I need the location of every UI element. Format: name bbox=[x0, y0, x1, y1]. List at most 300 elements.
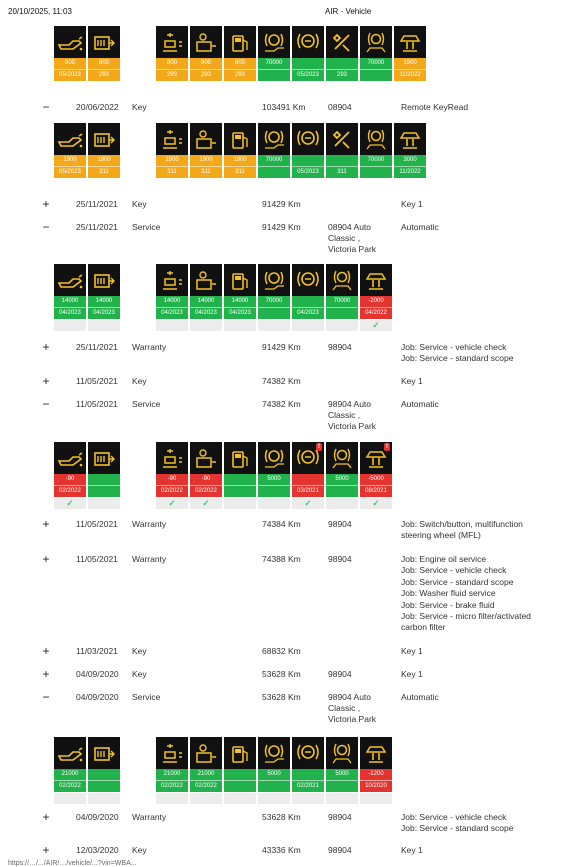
expand-button[interactable]: + bbox=[42, 197, 50, 211]
tile-remaining-value: 70000 bbox=[258, 155, 290, 166]
service-tile bbox=[394, 123, 426, 178]
tile-remaining-value bbox=[88, 474, 120, 485]
expand-button[interactable]: + bbox=[42, 374, 50, 388]
service-tile bbox=[190, 26, 222, 81]
done-check bbox=[224, 497, 256, 509]
vehicle-check-icon bbox=[326, 26, 358, 58]
tile-remaining-value: 5000 bbox=[326, 769, 358, 780]
service-tile bbox=[258, 123, 290, 178]
expand-button[interactable]: + bbox=[42, 552, 50, 566]
tile-due-value: 293 bbox=[224, 69, 256, 81]
tile-remaining-value: -2000 bbox=[360, 296, 392, 307]
tile-remaining-value: 5000 bbox=[258, 769, 290, 780]
row-type: Service bbox=[132, 399, 161, 409]
tile-remaining-value: 1900 bbox=[394, 58, 426, 69]
row-date: 04/09/2020 bbox=[76, 812, 119, 822]
brake-front-icon bbox=[258, 264, 290, 296]
done-check: ✓ bbox=[360, 497, 392, 509]
tile-remaining-value: 1900 bbox=[156, 155, 188, 166]
done-check bbox=[88, 319, 120, 331]
tile-remaining-value: 70000 bbox=[360, 155, 392, 166]
microfilter-icon bbox=[88, 26, 120, 58]
service-tile bbox=[224, 442, 256, 509]
row-mileage: 53628 Km bbox=[262, 812, 301, 822]
tile-due-value: 293 bbox=[326, 69, 358, 81]
tile-remaining-value: 1900 bbox=[224, 155, 256, 166]
service-tile bbox=[156, 442, 188, 509]
row-date: 11/03/2021 bbox=[76, 646, 118, 656]
row-mileage: 53628 Km bbox=[262, 692, 301, 702]
dealer-line: 08904 Auto bbox=[328, 222, 372, 232]
tile-due-value: 11/2022 bbox=[394, 166, 426, 178]
service-tile bbox=[326, 26, 358, 81]
service-tile bbox=[292, 123, 324, 178]
tile-due-value: 11/2022 bbox=[394, 69, 426, 81]
description-line: Job: Engine oil service bbox=[401, 554, 487, 564]
spark-plug-icon bbox=[156, 737, 188, 769]
tile-due-value bbox=[224, 485, 256, 497]
dealer-line: Classic , bbox=[328, 410, 361, 420]
row-dealer bbox=[328, 399, 376, 432]
tile-due-value: 04/2022 bbox=[360, 307, 392, 319]
expand-button[interactable]: + bbox=[42, 843, 50, 857]
expand-button[interactable]: + bbox=[42, 644, 50, 658]
service-tile bbox=[326, 123, 358, 178]
description-line: Automatic bbox=[401, 692, 439, 702]
tile-due-value bbox=[326, 780, 358, 792]
tile-remaining-value bbox=[292, 474, 324, 485]
done-check bbox=[326, 792, 358, 804]
tile-due-value: 04/2023 bbox=[224, 307, 256, 319]
service-tile bbox=[292, 737, 324, 804]
dealer-line: 98904 Auto bbox=[328, 692, 372, 702]
description-line: Job: Service - micro filter/activated bbox=[401, 611, 531, 622]
tile-due-value bbox=[326, 307, 358, 319]
row-mileage: 91429 Km bbox=[262, 222, 301, 232]
tile-remaining-value: -90 bbox=[156, 474, 188, 485]
tile-due-value: 02/2022 bbox=[156, 780, 188, 792]
tile-due-value: 02/2022 bbox=[54, 780, 86, 792]
row-date: 11/05/2021 bbox=[76, 399, 118, 409]
row-type: Key bbox=[132, 199, 147, 209]
row-mileage: 74388 Km bbox=[262, 554, 301, 564]
warning-icon: ! bbox=[386, 444, 388, 450]
service-tile bbox=[190, 442, 222, 509]
dealer-line: 98904 bbox=[328, 342, 352, 352]
service-tile bbox=[224, 264, 256, 331]
diesel-filter-icon bbox=[190, 737, 222, 769]
microfilter-icon bbox=[88, 264, 120, 296]
done-check bbox=[258, 319, 290, 331]
done-check: ✓ bbox=[292, 497, 324, 509]
service-tile bbox=[88, 737, 120, 804]
description-line: Job: Service - standard scope bbox=[401, 576, 514, 587]
service-tile bbox=[190, 264, 222, 331]
tile-remaining-value: 800 bbox=[156, 58, 188, 69]
service-tile bbox=[54, 264, 86, 331]
row-date: 11/05/2021 bbox=[76, 519, 118, 529]
tile-due-value bbox=[258, 166, 290, 178]
row-dealer bbox=[328, 845, 352, 856]
service-tile bbox=[88, 26, 120, 81]
done-check bbox=[88, 497, 120, 509]
description-line: Key 1 bbox=[401, 376, 423, 386]
dealer-line: 98904 bbox=[328, 519, 352, 529]
row-type: Warranty bbox=[132, 342, 167, 352]
tile-remaining-value: 800 bbox=[224, 58, 256, 69]
fuel-filter-icon bbox=[224, 442, 256, 474]
brake-wear-icon bbox=[292, 26, 324, 58]
row-description bbox=[401, 646, 423, 657]
lift-icon bbox=[394, 26, 426, 58]
tile-due-value: 04/2023 bbox=[156, 307, 188, 319]
service-tile bbox=[88, 264, 120, 331]
service-tile bbox=[224, 26, 256, 81]
tile-due-value: 02/2022 bbox=[190, 780, 222, 792]
tile-due-value bbox=[88, 780, 120, 792]
service-tile bbox=[326, 264, 358, 331]
row-date: 04/09/2020 bbox=[76, 669, 119, 679]
diesel-filter-icon bbox=[190, 264, 222, 296]
tile-remaining-value: 14000 bbox=[224, 296, 256, 307]
spark-plug-icon bbox=[156, 264, 188, 296]
tile-due-value bbox=[258, 69, 290, 81]
tile-due-value bbox=[258, 307, 290, 319]
service-tile bbox=[88, 442, 120, 509]
row-type: Service bbox=[132, 692, 161, 702]
description-line: Job: Service - standard scope bbox=[401, 823, 514, 834]
expand-button[interactable]: + bbox=[42, 810, 50, 824]
tile-remaining-value: 1900 bbox=[88, 155, 120, 166]
row-description bbox=[401, 376, 423, 387]
row-dealer bbox=[328, 669, 352, 680]
tile-remaining-value bbox=[224, 474, 256, 485]
description-line: Job: Service - vehicle check bbox=[401, 342, 507, 352]
lift-icon bbox=[360, 737, 392, 769]
tile-due-value: 02/2022 bbox=[190, 485, 222, 497]
row-mileage: 53628 Km bbox=[262, 669, 301, 679]
brake-rear-icon bbox=[326, 442, 358, 474]
tile-remaining-value: 1900 bbox=[190, 155, 222, 166]
tile-due-value: 10/2020 bbox=[360, 780, 392, 792]
description-line: Job: Service - vehicle check bbox=[401, 565, 507, 576]
service-tile bbox=[360, 442, 392, 509]
lift-icon bbox=[394, 123, 426, 155]
row-dealer bbox=[328, 519, 352, 530]
tile-remaining-value: 70000 bbox=[360, 58, 392, 69]
done-check bbox=[156, 792, 188, 804]
description-line: Key 1 bbox=[401, 845, 423, 855]
tile-due-value: 08/2021 bbox=[360, 485, 392, 497]
tile-remaining-value: 1900 bbox=[54, 155, 86, 166]
lift-icon bbox=[360, 442, 392, 474]
row-description bbox=[401, 199, 423, 210]
service-tile bbox=[54, 26, 86, 81]
done-check bbox=[258, 792, 290, 804]
done-check bbox=[326, 497, 358, 509]
tile-remaining-value: 5000 bbox=[326, 474, 358, 485]
tile-due-value: 05/2023 bbox=[292, 166, 324, 178]
diesel-filter-icon bbox=[190, 123, 222, 155]
row-description bbox=[401, 222, 439, 233]
row-description bbox=[401, 669, 423, 680]
tile-due-value: 04/2023 bbox=[88, 307, 120, 319]
row-dealer bbox=[328, 692, 376, 725]
row-description bbox=[401, 102, 468, 113]
service-tile bbox=[54, 123, 86, 178]
dealer-line: Classic , bbox=[328, 703, 361, 713]
row-dealer bbox=[328, 342, 352, 353]
diesel-filter-icon bbox=[190, 26, 222, 58]
tile-remaining-value: -5000 bbox=[360, 474, 392, 485]
service-tile bbox=[54, 442, 86, 509]
dealer-line: Classic , bbox=[328, 233, 361, 243]
collapse-button[interactable]: − bbox=[42, 220, 50, 234]
header-timestamp: 20/10/2025, 11:03 bbox=[8, 7, 72, 16]
fuel-filter-icon bbox=[224, 264, 256, 296]
row-mileage: 91429 Km bbox=[262, 342, 301, 352]
description-line: Job: Service - vehicle check bbox=[401, 812, 507, 822]
service-tile bbox=[156, 264, 188, 331]
tile-due-value bbox=[258, 485, 290, 497]
tile-remaining-value: 800 bbox=[190, 58, 222, 69]
row-type: Warranty bbox=[132, 812, 167, 822]
tile-due-value: 04/2023 bbox=[54, 307, 86, 319]
engine-oil-icon bbox=[54, 123, 86, 155]
done-check: ✓ bbox=[156, 497, 188, 509]
dealer-line: Victoria Park bbox=[328, 244, 377, 254]
dealer-line: Victoria Park bbox=[328, 421, 377, 431]
tile-remaining-value: 21000 bbox=[190, 769, 222, 780]
tile-remaining-value: 14000 bbox=[88, 296, 120, 307]
fuel-filter-icon bbox=[224, 123, 256, 155]
row-dealer bbox=[328, 812, 352, 823]
tile-due-value: 311 bbox=[88, 166, 120, 178]
brake-rear-icon bbox=[360, 123, 392, 155]
collapse-button[interactable]: − bbox=[42, 397, 50, 411]
tile-due-value: 02/2022 bbox=[156, 485, 188, 497]
microfilter-icon bbox=[88, 737, 120, 769]
tile-remaining-value bbox=[326, 155, 358, 166]
description-line: Key 1 bbox=[401, 646, 423, 656]
tile-due-value: 03/2021 bbox=[292, 485, 324, 497]
dealer-line: 98904 bbox=[328, 554, 352, 564]
tile-due-value bbox=[360, 166, 392, 178]
tile-remaining-value bbox=[224, 769, 256, 780]
dealer-line: 98904 bbox=[328, 845, 352, 855]
done-check bbox=[360, 792, 392, 804]
done-check bbox=[258, 497, 290, 509]
row-type: Warranty bbox=[132, 554, 167, 564]
tile-due-value: 311 bbox=[224, 166, 256, 178]
page-footer: https://…/.../AIR/…/vehicle/...?vin=WBA... bbox=[8, 860, 137, 867]
tile-due-value: 05/2023 bbox=[54, 69, 86, 81]
tile-remaining-value: 5000 bbox=[258, 474, 290, 485]
row-type: Warranty bbox=[132, 519, 167, 529]
service-tile bbox=[190, 737, 222, 804]
brake-wear-icon bbox=[292, 442, 324, 474]
tile-due-value bbox=[360, 69, 392, 81]
done-check: ✓ bbox=[190, 497, 222, 509]
service-tile bbox=[292, 26, 324, 81]
service-tile bbox=[54, 737, 86, 804]
tile-remaining-value: 3000 bbox=[394, 155, 426, 166]
warning-icon: ! bbox=[318, 444, 320, 450]
description-line: Job: Service - standard scope bbox=[401, 353, 514, 364]
row-description bbox=[401, 845, 423, 856]
service-tile bbox=[258, 442, 290, 509]
row-mileage: 43336 Km bbox=[262, 845, 301, 855]
tile-remaining-value: 14000 bbox=[54, 296, 86, 307]
description-line: Job: Switch/button, multifunction bbox=[401, 519, 523, 529]
tile-remaining-value: 70000 bbox=[326, 296, 358, 307]
brake-front-icon bbox=[258, 123, 290, 155]
tile-due-value: 311 bbox=[190, 166, 222, 178]
brake-rear-icon bbox=[326, 264, 358, 296]
tile-due-value: 04/2023 bbox=[292, 307, 324, 319]
done-check bbox=[292, 792, 324, 804]
description-line: Key 1 bbox=[401, 199, 423, 209]
description-line: Remote KeyRead bbox=[401, 102, 469, 112]
brake-rear-icon bbox=[326, 737, 358, 769]
row-description bbox=[401, 342, 513, 365]
tile-remaining-value bbox=[292, 769, 324, 780]
row-date: 04/09/2020 bbox=[76, 692, 119, 702]
tile-due-value: 05/2023 bbox=[54, 166, 86, 178]
collapse-button[interactable]: − bbox=[42, 100, 50, 114]
tile-due-value bbox=[88, 485, 120, 497]
tile-remaining-value: 800 bbox=[54, 58, 86, 69]
description-line: Key 1 bbox=[401, 669, 423, 679]
row-description bbox=[401, 554, 531, 634]
row-date: 11/05/2021 bbox=[76, 376, 118, 386]
row-mileage: 74384 Km bbox=[262, 519, 301, 529]
dealer-line: 98904 bbox=[328, 812, 352, 822]
row-mileage: 74382 Km bbox=[262, 399, 301, 409]
tile-due-value: 04/2023 bbox=[190, 307, 222, 319]
collapse-button[interactable]: − bbox=[42, 690, 50, 704]
microfilter-icon bbox=[88, 123, 120, 155]
dealer-line: 98904 Auto bbox=[328, 399, 372, 409]
service-tile bbox=[88, 123, 120, 178]
row-description bbox=[401, 399, 439, 410]
row-date: 20/06/2022 bbox=[76, 102, 119, 112]
description-line: Automatic bbox=[401, 222, 439, 232]
row-type: Key bbox=[132, 376, 147, 386]
tile-remaining-value: 800 bbox=[88, 58, 120, 69]
description-line: Job: Service - brake fluid bbox=[401, 599, 495, 610]
tile-remaining-value: 14000 bbox=[156, 296, 188, 307]
service-tile bbox=[292, 264, 324, 331]
row-description bbox=[401, 692, 439, 703]
fuel-filter-icon bbox=[224, 737, 256, 769]
service-tile bbox=[156, 737, 188, 804]
row-mileage: 68832 Km bbox=[262, 646, 301, 656]
service-tile bbox=[326, 737, 358, 804]
service-tile bbox=[224, 123, 256, 178]
row-dealer bbox=[328, 554, 352, 565]
service-tile bbox=[360, 123, 392, 178]
row-date: 11/05/2021 bbox=[76, 554, 118, 564]
done-check: ✓ bbox=[54, 497, 86, 509]
tile-remaining-value: 21000 bbox=[54, 769, 86, 780]
spark-plug-icon bbox=[156, 26, 188, 58]
engine-oil-icon bbox=[54, 442, 86, 474]
tile-due-value bbox=[224, 780, 256, 792]
done-check bbox=[190, 792, 222, 804]
service-tile bbox=[190, 123, 222, 178]
tile-remaining-value bbox=[326, 58, 358, 69]
done-check bbox=[88, 792, 120, 804]
done-check bbox=[156, 319, 188, 331]
tile-due-value: 293 bbox=[190, 69, 222, 81]
service-tile bbox=[156, 123, 188, 178]
row-description bbox=[401, 519, 523, 542]
tile-remaining-value: -90 bbox=[54, 474, 86, 485]
description-line: carbon filter bbox=[401, 622, 446, 633]
engine-oil-icon bbox=[54, 26, 86, 58]
done-check bbox=[54, 319, 86, 331]
tile-due-value: 02/2021 bbox=[292, 780, 324, 792]
tile-remaining-value: 70000 bbox=[258, 58, 290, 69]
fuel-filter-icon bbox=[224, 26, 256, 58]
microfilter-icon bbox=[88, 442, 120, 474]
dealer-line: 08904 bbox=[328, 102, 352, 112]
spark-plug-icon bbox=[156, 123, 188, 155]
row-dealer bbox=[328, 222, 376, 255]
tile-due-value: 311 bbox=[156, 166, 188, 178]
vehicle-check-icon bbox=[326, 123, 358, 155]
brake-wear-icon bbox=[292, 123, 324, 155]
tile-due-value: 02/2022 bbox=[54, 485, 86, 497]
row-type: Key bbox=[132, 669, 147, 679]
done-check bbox=[190, 319, 222, 331]
row-mileage: 91429 Km bbox=[262, 199, 301, 209]
diesel-filter-icon bbox=[190, 442, 222, 474]
row-date: 25/11/2021 bbox=[76, 342, 118, 352]
brake-front-icon bbox=[258, 737, 290, 769]
tile-remaining-value: -1200 bbox=[360, 769, 392, 780]
engine-oil-icon bbox=[54, 264, 86, 296]
brake-rear-icon bbox=[360, 26, 392, 58]
expand-button[interactable]: + bbox=[42, 340, 50, 354]
spark-plug-icon bbox=[156, 442, 188, 474]
tile-remaining-value: 70000 bbox=[258, 296, 290, 307]
tile-remaining-value bbox=[292, 296, 324, 307]
brake-wear-icon bbox=[292, 264, 324, 296]
service-tile bbox=[258, 264, 290, 331]
tile-due-value: 05/2023 bbox=[292, 69, 324, 81]
tile-remaining-value: 21000 bbox=[156, 769, 188, 780]
service-tile bbox=[258, 26, 290, 81]
row-type: Service bbox=[132, 222, 161, 232]
dealer-line: 98904 bbox=[328, 669, 352, 679]
tile-due-value: 311 bbox=[326, 166, 358, 178]
done-check: ✓ bbox=[360, 319, 392, 331]
expand-button[interactable]: + bbox=[42, 667, 50, 681]
done-check bbox=[224, 792, 256, 804]
row-description bbox=[401, 812, 513, 835]
row-date: 25/11/2021 bbox=[76, 199, 118, 209]
service-tile bbox=[292, 442, 324, 509]
expand-button[interactable]: + bbox=[42, 517, 50, 531]
done-check bbox=[224, 319, 256, 331]
service-tile bbox=[156, 26, 188, 81]
service-tile bbox=[360, 264, 392, 331]
tile-due-value bbox=[258, 780, 290, 792]
dealer-line: Victoria Park bbox=[328, 714, 377, 724]
lift-icon bbox=[360, 264, 392, 296]
